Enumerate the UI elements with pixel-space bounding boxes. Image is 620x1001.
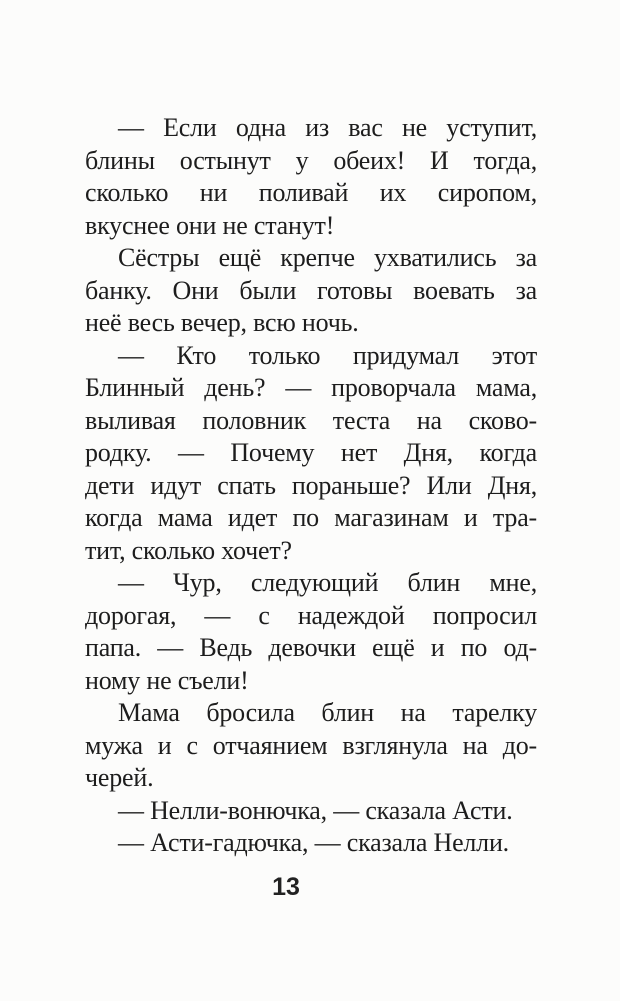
text-line: ному не съели! <box>85 665 249 695</box>
text-line: — Асти-гадючка, — сказала Нелли. <box>118 828 509 857</box>
text-line: выливая половник теста на сково- <box>85 405 537 435</box>
text-line: черей. <box>85 763 154 792</box>
paragraph <box>85 112 537 242</box>
paragraph <box>85 795 537 828</box>
text-line: дорогая, — с надеждой попросил <box>85 600 537 630</box>
text-line: — Кто только придумал этот <box>118 340 537 370</box>
text-line: тит, сколько хочет? <box>85 535 292 565</box>
text-line: папа. — Ведь девочки ещё и по од- <box>85 633 537 662</box>
text-line: Сёстры ещё крепче ухватились за <box>118 243 537 272</box>
text-line: когда мама идет по магазинам и тра- <box>85 503 537 532</box>
paragraph <box>85 827 537 860</box>
text-line: Мама бросила блин на тарелку <box>118 698 537 727</box>
text-line: блины остынут у обеих! И тогда, <box>85 145 537 175</box>
text-line: сколько ни поливай их сиропом, <box>85 178 537 207</box>
text-line: неё весь вечер, всю ночь. <box>85 308 359 337</box>
paragraph <box>85 567 537 697</box>
text-line: мужа и с отчаянием взглянула на до- <box>85 730 537 760</box>
text-line: вкуснее они не станут! <box>85 210 335 240</box>
paragraph <box>85 340 537 568</box>
page-number: 13 <box>272 873 300 901</box>
text-line: родку. — Почему нет Дня, когда <box>85 438 537 467</box>
text-line: дети идут спать пораньше? Или Дня, <box>85 470 537 500</box>
paragraph <box>85 242 537 340</box>
text-line: — Чур, следующий блин мне, <box>118 568 537 597</box>
text-line: Блинный день? — проворчала мама, <box>85 373 537 402</box>
text-block <box>85 112 537 860</box>
text-line: — Если одна из вас не уступит, <box>118 113 537 142</box>
text-line: — Нелли-вонючка, — сказала Асти. <box>118 795 513 825</box>
paragraph <box>85 697 537 795</box>
text-line: банку. Они были готовы воевать за <box>85 275 537 305</box>
